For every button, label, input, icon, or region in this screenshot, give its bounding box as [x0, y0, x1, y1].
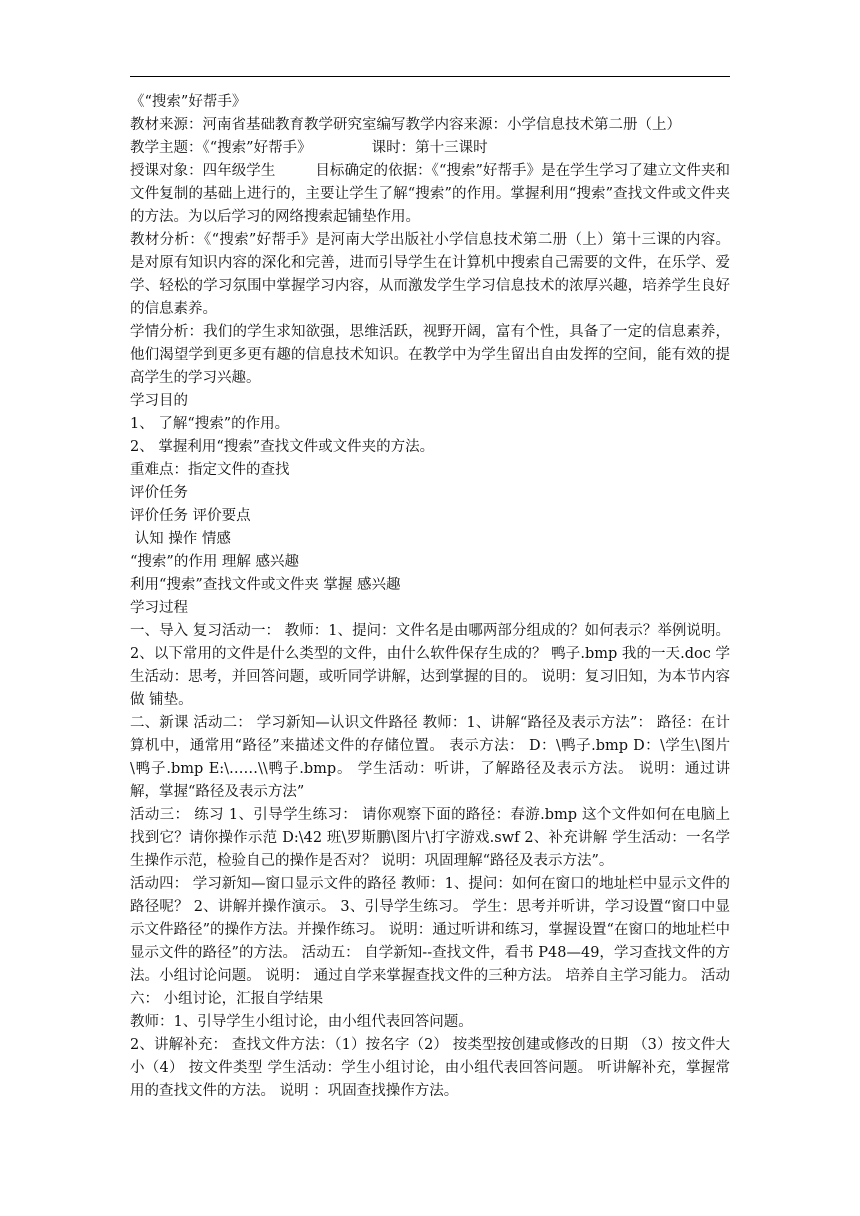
process-heading: 学习过程 [130, 600, 188, 616]
learner-analysis: 学情分析：我们的学生求知欲强，思维活跃，视野开阔，富有个性，具备了一定的信息素养，他们渴望学到更多更有趣的信息技术知识。在教学中为学生留出自由发挥的空间，能有效的提高学生的学习兴趣。 [130, 324, 730, 386]
goal-item: 1、 了解“搜索”的作用。 [130, 416, 290, 432]
process-step: 活动四： 学习新知—窗口显示文件的路径 教师：1、提问：如何在窗口的地址栏中显示文件的路径呢？ 2、讲解并操作演示。 3、引导学生练习。 学生：思考并听讲，学习设置“窗口中显示文件路径”的操作方法。并操作练习。 说明：通过听讲和练习，掌握设置“在窗口的地址栏中显示文件的路径”的方法。 活动五： 自学新知--查找文件，看书 P48—49，学习查找文件的方法。小组讨论问题。 说明： 通过自学来掌握查找文件的三种方法。 培养自主学习能力。 活动六： 小组讨论，汇报自学结果 [130, 876, 730, 1007]
doc-title: 《“搜索”好帮手》 [130, 94, 247, 110]
teaching-theme: 教学主题：《“搜索”好帮手》 [130, 140, 312, 156]
material-source: 教材来源：河南省基础教育教学研究室编写教学内容来源：小学信息技术第二册（上） [130, 117, 681, 133]
process-step: 一、导入 复习活动一： 教师：1、提问：文件名是由哪两部分组成的？如何表示？举例说明。 2、以下常用的文件是什么类型的文件，由什么软件保存生成的？ 鸭子.bmp 我的一天.doc 学生活动：思考，并回答问题，或听同学讲解，达到掌握的目的。 说明：复习旧知，为本节内容做 铺垫。 [130, 623, 730, 708]
goal-item: 2、 掌握利用“搜索”查找文件或文件夹的方法。 [130, 439, 435, 455]
audience-line [130, 160, 730, 229]
process-step: 二、新课 活动二： 学习新知—认识文件路径 教师：1、讲解“路径及表示方法”： 路径：在计算机中，通常用“路径”来描述文件的存储位置。 表示方法： D：\鸭子.bmp D：\学生\图片\鸭子.bmp E:\……\\鸭子.bmp。 学生活动：听讲，了解路径及表示方法。 说明：通过讲解，掌握“路径及表示方法” [130, 715, 730, 800]
process-step: 活动三： 练习 1、引导学生练习： 请你观察下面的路径：春游.bmp 这个文件如何在电脑上找到它？请你操作示范 D:\42 班\罗斯鹏\图片\打字游戏.swf 2、补充讲解 学生活动：一名学生操作示范，检验自己的操作是否对？ 说明：巩固理解“路径及表示方法”。 [130, 807, 730, 869]
process-step: 2、讲解补充： 查找文件方法：（1）按名字（2） 按类型按创建或修改的日期 （3）按文件大小（4） 按文件类型 学生活动：学生小组讨论，由小组代表回答问题。 听讲解补充，掌握常用的查找文件的方法。 说明 ：巩固查找操作方法。 [130, 1037, 730, 1099]
eval-row: 利用“搜索”查找文件或文件夹 掌握 感兴趣 [130, 577, 401, 593]
process-step: 教师：1、引导学生小组讨论，由小组代表回答问题。 [130, 1014, 473, 1030]
class-period: 课时：第十三课时 [371, 140, 488, 156]
eval-row: “搜索”的作用 理解 感兴趣 [130, 554, 300, 570]
audience: 授课对象：四年级学生 [130, 163, 276, 179]
goals-heading: 学习目的 [130, 393, 188, 409]
eval-header-row: 评价任务 评价要点 [130, 508, 251, 524]
eval-heading: 评价任务 [130, 485, 188, 501]
header-rule [130, 76, 730, 77]
material-analysis: 教材分析：《“搜索”好帮手》是河南大学出版社小学信息技术第二册（上）第十三课的内容。是对原有知识内容的深化和完善，进而引导学生在计算机中搜索自己需要的文件，在乐学、爱学、轻松的学习氛围中掌握学习内容，从而激发学生学习信息技术的浓厚兴趣，培养学生良好的信息素养。 [130, 232, 730, 317]
key-point: 重难点：指定文件的查找 [130, 462, 290, 478]
goal-basis: 目标确定的依据：《“搜索”好帮手》是在学生学习了建立文件夹和文件复制的基础上进行的，主要让学生了解“搜索”的作用。掌握利用“搜索”查找文件或文件夹的方法。为以后学习的网络搜索起铺垫作用。 [130, 163, 730, 225]
document-body [130, 91, 730, 1103]
theme-line [130, 137, 730, 160]
eval-columns: 认知 操作 情感 [130, 531, 231, 547]
